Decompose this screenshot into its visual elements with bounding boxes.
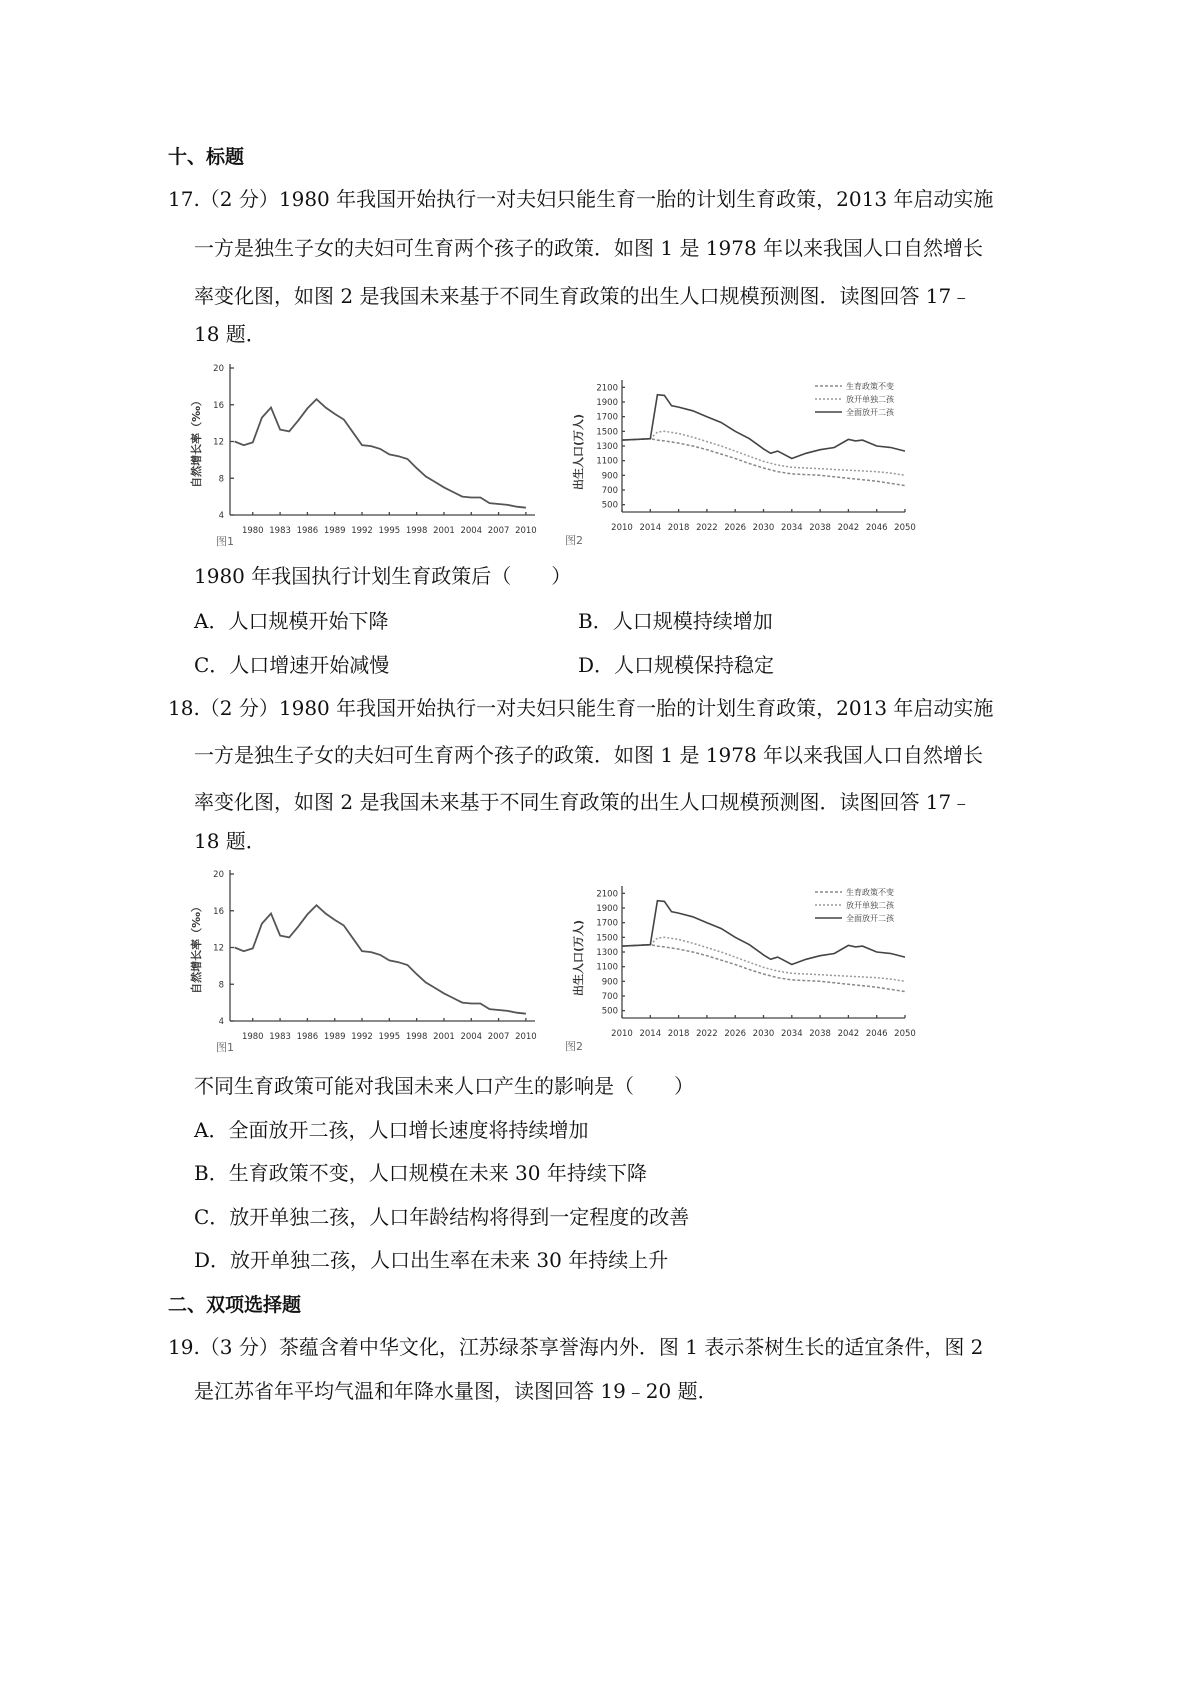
y-tick-label: 1900 <box>596 904 618 914</box>
y-tick-label: 12 <box>213 437 224 448</box>
x-tick-label: 2046 <box>865 523 888 533</box>
x-tick-label: 1989 <box>323 526 346 536</box>
x-tick-label: 2046 <box>865 1029 888 1039</box>
figure-label: 图2 <box>565 534 583 547</box>
natural-growth-line <box>235 905 526 1014</box>
x-tick-label: 1992 <box>351 1032 373 1042</box>
x-tick-label: 2038 <box>809 523 831 533</box>
y-tick-label: 1100 <box>596 456 618 467</box>
x-tick-label: 2034 <box>780 1029 803 1039</box>
x-tick-label: 2010 <box>611 1029 633 1039</box>
y-axis-label: 出生人口(万人) <box>572 413 585 491</box>
x-tick-label: 2018 <box>667 523 690 533</box>
section-heading: 十、标题 <box>168 146 245 168</box>
y-axis-label: 出生人口(万人) <box>572 919 585 997</box>
legend-entry: 放开单独二孩 <box>846 395 894 404</box>
question-text-line: 18.（2 分）1980 年我国开始执行一对夫妇只能生育一胎的计划生育政策，2013 年启动实施 <box>168 696 994 720</box>
question-text-line: 一方是独生子女的夫妇可生育两个孩子的政策．如图 1 是 1978 年以来我国人口自然增长 <box>194 236 984 260</box>
x-tick-label: 2042 <box>837 1029 860 1039</box>
x-tick-label: 1998 <box>405 526 428 536</box>
series-line-2 <box>622 901 905 965</box>
y-tick-label: 8 <box>218 474 224 485</box>
x-tick-label: 2030 <box>752 523 775 533</box>
y-tick-label: 900 <box>601 977 618 988</box>
option-a[interactable]: A．全面放开二孩，人口增长速度将持续增加 <box>194 1118 589 1142</box>
x-tick-label: 2050 <box>894 523 916 533</box>
y-tick-label: 20 <box>213 364 224 374</box>
option-d[interactable]: D．人口规模保持稳定 <box>578 653 775 677</box>
y-tick-label: 1900 <box>596 398 618 408</box>
figure-1-natural-growth-chart <box>190 866 550 1061</box>
x-tick-label: 2001 <box>433 1032 455 1042</box>
x-tick-label: 2007 <box>487 526 510 536</box>
y-tick-label: 16 <box>213 906 224 917</box>
x-tick-label: 2001 <box>433 526 455 536</box>
x-tick-label: 2014 <box>639 1029 662 1039</box>
legend-entry: 生育政策不变 <box>846 382 894 391</box>
x-tick-label: 2050 <box>894 1029 916 1039</box>
x-tick-label: 2026 <box>724 523 747 533</box>
figure-label: 图2 <box>565 1040 583 1053</box>
question-stem: 不同生育政策可能对我国未来人口产生的影响是（ ） <box>194 1074 694 1098</box>
x-tick-label: 2010 <box>515 1032 537 1042</box>
figure-label: 图1 <box>216 535 234 548</box>
option-a[interactable]: A．人口规模开始下降 <box>194 609 389 633</box>
x-tick-label: 1986 <box>296 526 319 536</box>
question-text-line: 18 题． <box>194 829 266 853</box>
x-tick-label: 2022 <box>696 523 718 533</box>
x-tick-label: 2007 <box>487 1032 510 1042</box>
y-tick-label: 2100 <box>596 383 618 394</box>
x-tick-label: 2038 <box>809 1029 831 1039</box>
legend-entry: 全面放开二孩 <box>846 408 894 417</box>
x-tick-label: 2018 <box>667 1029 690 1039</box>
figure-2-birth-projection-chart <box>560 878 920 1053</box>
question-text-line: 率变化图，如图 2 是我国未来基于不同生育政策的出生人口规模预测图．读图回答 17﹣ <box>194 790 972 814</box>
natural-growth-line <box>235 399 526 508</box>
x-tick-label: 2014 <box>639 523 662 533</box>
x-tick-label: 2010 <box>515 526 537 536</box>
option-b[interactable]: B．生育政策不变，人口规模在未来 30 年持续下降 <box>194 1161 647 1185</box>
y-tick-label: 20 <box>213 870 224 880</box>
figure-1-natural-growth-chart <box>190 360 550 555</box>
question-text-line: 一方是独生子女的夫妇可生育两个孩子的政策．如图 1 是 1978 年以来我国人口自然增长 <box>194 743 984 767</box>
question-stem: 1980 年我国执行计划生育政策后（ ） <box>194 564 572 588</box>
y-tick-label: 1100 <box>596 962 618 973</box>
question-text-line: 18 题． <box>194 322 266 346</box>
question-text-line: 19.（3 分）茶蕴含着中华文化，江苏绿茶享誉海内外．图 1 表示茶树生长的适宜条件，图 2 <box>168 1335 984 1359</box>
option-d[interactable]: D．放开单独二孩，人口出生率在未来 30 年持续上升 <box>194 1248 669 1272</box>
y-tick-label: 1500 <box>596 933 618 944</box>
x-tick-label: 2004 <box>460 526 483 536</box>
y-tick-label: 900 <box>601 471 618 482</box>
y-tick-label: 500 <box>601 500 618 511</box>
section-heading: 二、双项选择题 <box>168 1294 302 1316</box>
y-tick-label: 4 <box>218 1017 224 1027</box>
y-tick-label: 700 <box>601 486 618 496</box>
legend-entry: 生育政策不变 <box>846 888 894 897</box>
figure-label: 图1 <box>216 1041 234 1054</box>
y-tick-label: 12 <box>213 943 224 954</box>
option-b[interactable]: B．人口规模持续增加 <box>578 609 773 633</box>
x-tick-label: 2030 <box>752 1029 775 1039</box>
y-tick-label: 1500 <box>596 427 618 438</box>
x-tick-label: 2042 <box>837 523 860 533</box>
x-tick-label: 1998 <box>405 1032 428 1042</box>
y-tick-label: 1700 <box>596 412 618 423</box>
y-tick-label: 8 <box>218 980 224 991</box>
y-tick-label: 500 <box>601 1006 618 1017</box>
x-tick-label: 1992 <box>351 526 373 536</box>
x-tick-label: 2004 <box>460 1032 483 1042</box>
x-tick-label: 1986 <box>296 1032 319 1042</box>
x-tick-label: 2010 <box>611 523 633 533</box>
question-text-line: 是江苏省年平均气温和年降水量图，读图回答 19﹣20 题． <box>194 1379 718 1403</box>
legend-entry: 全面放开二孩 <box>846 914 894 923</box>
x-tick-label: 1995 <box>378 1032 401 1042</box>
y-axis-label: 自然增长率（‰） <box>190 901 203 994</box>
x-tick-label: 1980 <box>241 526 264 536</box>
y-tick-label: 16 <box>213 400 224 411</box>
y-tick-label: 2100 <box>596 889 618 900</box>
x-tick-label: 1995 <box>378 526 401 536</box>
question-text-line: 率变化图，如图 2 是我国未来基于不同生育政策的出生人口规模预测图．读图回答 17﹣ <box>194 284 972 308</box>
option-c[interactable]: C．放开单独二孩，人口年龄结构将得到一定程度的改善 <box>194 1205 690 1229</box>
x-tick-label: 1983 <box>269 1032 291 1042</box>
y-axis-label: 自然增长率（‰） <box>190 395 203 488</box>
x-tick-label: 2034 <box>780 523 803 533</box>
series-line-2 <box>622 395 905 459</box>
y-tick-label: 1300 <box>596 442 618 452</box>
option-c[interactable]: C．人口增速开始减慢 <box>194 653 390 677</box>
question-text-line: 17.（2 分）1980 年我国开始执行一对夫妇只能生育一胎的计划生育政策，2013 年启动实施 <box>168 187 994 211</box>
y-tick-label: 1700 <box>596 918 618 929</box>
x-tick-label: 1989 <box>323 1032 346 1042</box>
y-tick-label: 4 <box>218 511 224 521</box>
y-tick-label: 700 <box>601 992 618 1002</box>
figure-2-birth-projection-chart <box>560 372 920 547</box>
y-tick-label: 1300 <box>596 948 618 958</box>
x-tick-label: 1980 <box>241 1032 264 1042</box>
legend-entry: 放开单独二孩 <box>846 901 894 910</box>
x-tick-label: 1983 <box>269 526 291 536</box>
x-tick-label: 2026 <box>724 1029 747 1039</box>
x-tick-label: 2022 <box>696 1029 718 1039</box>
